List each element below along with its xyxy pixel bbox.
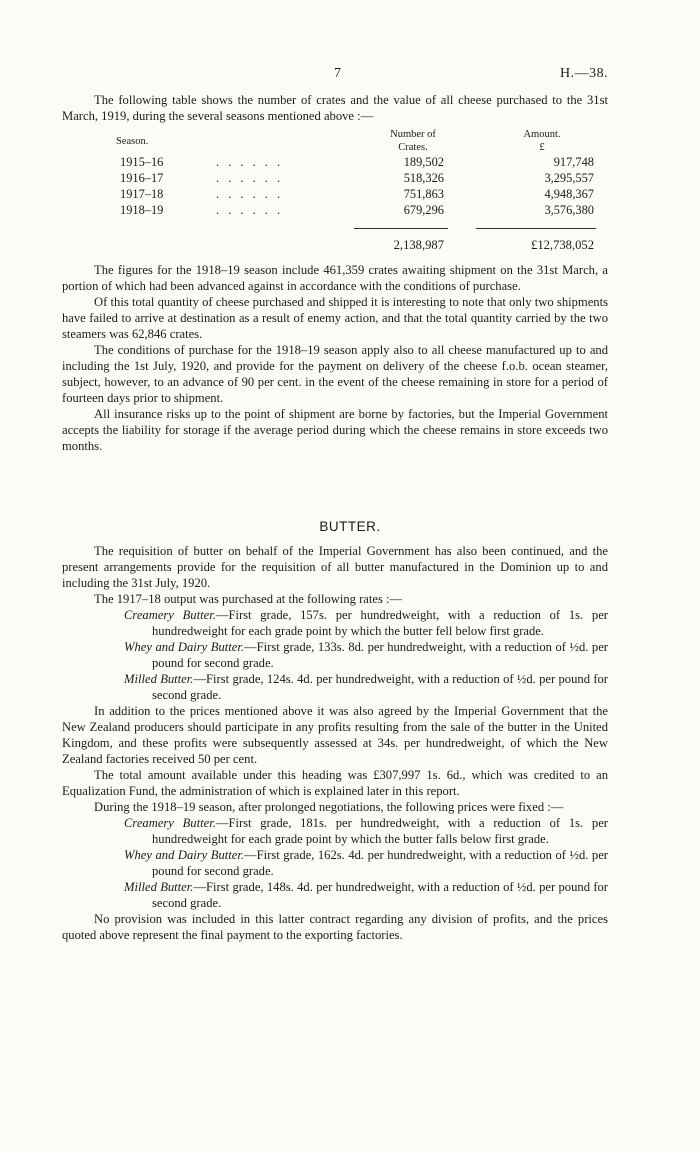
crates-cell: 751,863 bbox=[403, 187, 444, 201]
season-cell: 1918–19 bbox=[120, 203, 164, 217]
crates-cell: 679,296 bbox=[403, 203, 444, 217]
rate-item bbox=[124, 639, 608, 671]
amount-cell: 4,948,367 bbox=[544, 187, 594, 201]
paragraph: All insurance risks up to the point of shipment are borne by factories, but the Imperial Government accepts the liability for storage if the average period during which the cheese remains in store exceeds two months. bbox=[62, 407, 608, 453]
column-header-amount-line2: £ bbox=[539, 142, 545, 153]
page-number: 7 bbox=[334, 66, 341, 81]
amount-total-rule bbox=[476, 228, 596, 229]
paragraph: The conditions of purchase for the 1918–19 season apply also to all cheese manufactured up to and including the 1st July, 1920, and provide for the payment on delivery of the cheese f.o.b. ocean steamer, subject, however, to an advance of 90 per cent. in the event of the cheese remaining in store for a period of fourteen days prior to shipment. bbox=[62, 343, 608, 405]
rate-item bbox=[124, 847, 608, 879]
column-header-crates-line1: Number of bbox=[390, 129, 436, 140]
rate-item bbox=[124, 879, 608, 911]
total-amount: £12,738,052 bbox=[531, 238, 594, 252]
table-row bbox=[62, 203, 608, 219]
amount-cell: 917,748 bbox=[553, 155, 594, 169]
rate-item bbox=[124, 815, 608, 847]
crates-cell: 189,502 bbox=[403, 155, 444, 169]
column-header-season: Season. bbox=[116, 136, 149, 147]
column-header-crates bbox=[358, 128, 468, 154]
intro-paragraph: The following table shows the number of crates and the value of all cheese purchased to the 31st March, 1919, during the several seasons mentioned above :— bbox=[62, 93, 608, 123]
amount-cell: 3,576,380 bbox=[544, 203, 594, 217]
rate-text: —First grade, 124s. 4d. per hundredweight, with a reduction of ½d. per pound for second grade. bbox=[152, 672, 609, 702]
rate-text: —First grade, 181s. per hundredweight, with a reduction of 1s. per hundredweight for each grade point by which the butter falls below first grade. bbox=[152, 816, 608, 846]
rate-item bbox=[124, 671, 608, 703]
leader-dots: . . . . . . bbox=[216, 155, 284, 169]
rate-name: Creamery Butter. bbox=[124, 608, 216, 622]
season-cell: 1917–18 bbox=[120, 187, 164, 201]
paragraph: No provision was included in this latter contract regarding any division of profits, and the prices quoted above represent the final payment to the exporting factories. bbox=[62, 912, 608, 942]
amount-cell: 3,295,557 bbox=[544, 171, 594, 185]
rate-name: Whey and Dairy Butter. bbox=[124, 640, 245, 654]
rate-text: —First grade, 148s. 4d. per hundredweight, with a reduction of ½d. per pound for second grade. bbox=[152, 880, 609, 910]
rate-name: Milled Butter. bbox=[124, 672, 194, 686]
intro-text bbox=[62, 92, 608, 124]
paragraph: During the 1918–19 season, after prolonged negotiations, the following prices were fixed :— bbox=[94, 800, 564, 814]
paragraph: The requisition of butter on behalf of the Imperial Government has also been continued, and the present arrangements provide for the requisition of all butter manufactured in the Dominion up to and including the 31st July, 1920. bbox=[62, 544, 608, 590]
rate-text: —First grade, 157s. per hundredweight, with a reduction of 1s. per hundredweight for each grade point by which the butter fell below first grade. bbox=[152, 608, 608, 638]
rate-name: Whey and Dairy Butter. bbox=[124, 848, 245, 862]
table-row bbox=[62, 187, 608, 203]
rate-name: Creamery Butter. bbox=[124, 816, 216, 830]
rate-name: Milled Butter. bbox=[124, 880, 194, 894]
paragraph: The total amount available under this heading was £307,997 1s. 6d., which was credited to an Equalization Fund, the administration of which is explained later in this report. bbox=[62, 768, 608, 798]
paragraph: In addition to the prices mentioned above it was also agreed by the Imperial Government that the New Zealand producers should participate in any profits resulting from the sale of the butter in the United Kingdom, and these profits were subsequently assessed at 34s. per hundredweight, of which the New Zealand factories received 50 per cent. bbox=[62, 704, 608, 766]
column-header-amount bbox=[492, 128, 592, 154]
crates-total-rule bbox=[354, 228, 448, 229]
document-reference: H.—38. bbox=[560, 66, 609, 81]
leader-dots: . . . . . . bbox=[216, 187, 284, 201]
rate-item bbox=[124, 607, 608, 639]
rate-text: —First grade, 133s. 8d. per hundredweight, with a reduction of ½d. per pound for second grade. bbox=[152, 640, 608, 670]
table-row bbox=[62, 171, 608, 187]
total-crates: 2,138,987 bbox=[393, 238, 444, 252]
paragraph: Of this total quantity of cheese purchased and shipped it is interesting to note that only two shipments have failed to arrive at destination as a result of enemy action, and that the total quantity carried by the two steamers was 62,846 crates. bbox=[62, 295, 608, 341]
table-row bbox=[62, 155, 608, 171]
column-header-amount-line1: Amount. bbox=[523, 129, 561, 140]
leader-dots: . . . . . . bbox=[216, 171, 284, 185]
season-cell: 1916–17 bbox=[120, 171, 164, 185]
column-header-crates-line2: Crates. bbox=[398, 142, 428, 153]
paragraph: The figures for the 1918–19 season include 461,359 crates awaiting shipment on the 31st March, a portion of which had been advanced against in accordance with the conditions of purchase. bbox=[62, 263, 608, 293]
cheese-notes bbox=[62, 262, 608, 454]
crates-cell: 518,326 bbox=[403, 171, 444, 185]
paragraph: The 1917–18 output was purchased at the following rates :— bbox=[94, 592, 403, 606]
section-heading-butter: BUTTER. bbox=[319, 519, 381, 534]
season-cell: 1915–16 bbox=[120, 155, 164, 169]
leader-dots: . . . . . . bbox=[216, 203, 284, 217]
butter-section bbox=[62, 543, 608, 943]
rate-text: —First grade, 162s. 4d. per hundredweight, with a reduction of ½d. per pound for second grade. bbox=[152, 848, 608, 878]
